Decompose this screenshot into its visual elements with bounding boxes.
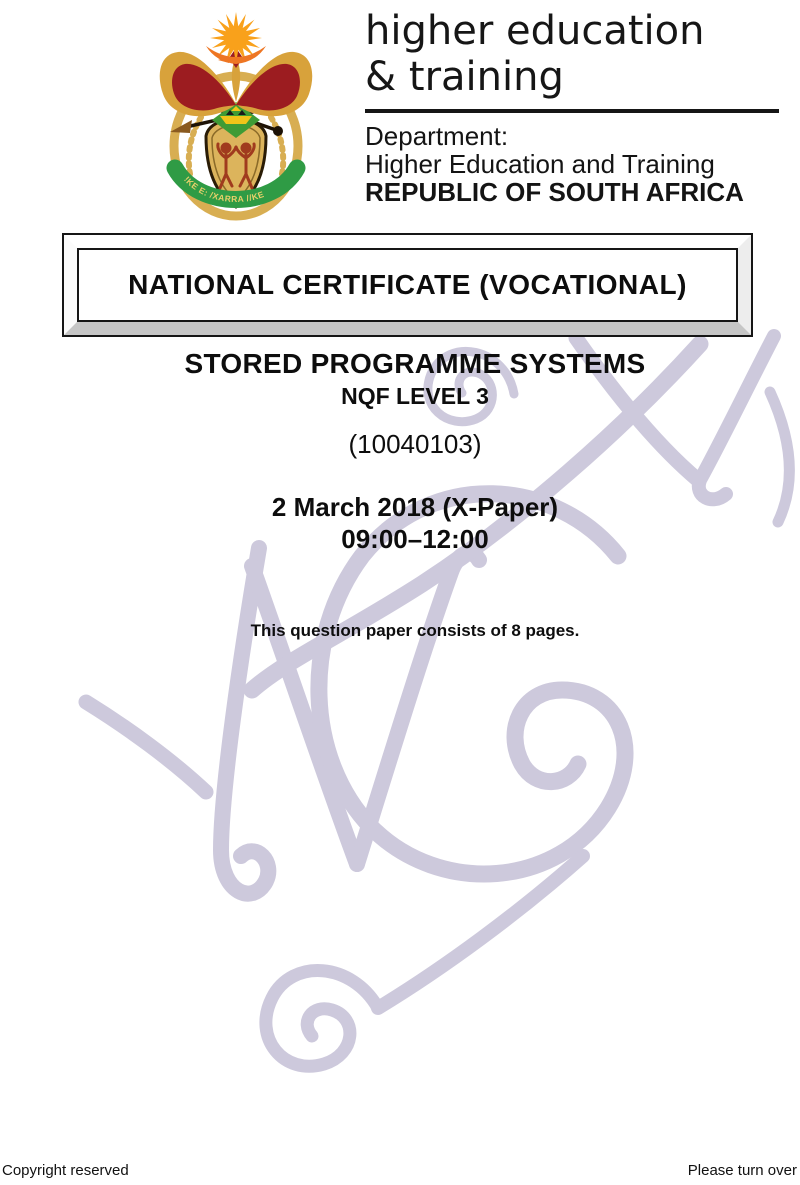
department-logo-block — [365, 8, 785, 206]
logotype-line1: higher education — [365, 8, 705, 54]
watermark-stroke — [266, 971, 378, 1067]
logo-divider — [365, 109, 779, 113]
certificate-title: NATIONAL CERTIFICATE (VOCATIONAL) — [128, 269, 687, 300]
certificate-banner-box — [62, 233, 753, 337]
watermark-stroke — [357, 553, 479, 864]
paper-code: (10040103) — [348, 429, 482, 459]
sun-icon — [206, 12, 266, 64]
department-name: Higher Education and Training — [365, 149, 715, 179]
logotype — [365, 8, 785, 100]
copyright-note: Copyright reserved — [2, 1162, 129, 1179]
session-date: 2 March 2018 (X-Paper) — [271, 492, 559, 522]
watermark-stroke — [86, 702, 206, 792]
department-label: Department: — [365, 121, 509, 151]
department-lines — [365, 122, 785, 206]
country-name: REPUBLIC OF SOUTH AFRICA — [365, 177, 744, 207]
pages-note: This question paper consists of 8 pages. — [250, 621, 580, 640]
motto-text: !KE E: /XARRA //KE — [182, 174, 266, 205]
banner-inner-frame — [77, 248, 738, 322]
turn-over-note: Please turn over — [687, 1162, 797, 1179]
nqf-level: NQF LEVEL 3 — [341, 383, 489, 409]
session-time: 09:00–12:00 — [341, 524, 489, 554]
subject-title: STORED PROGRAMME SYSTEMS — [184, 348, 646, 379]
coat-of-arms-icon — [150, 6, 322, 224]
logotype-line2: & training — [365, 54, 564, 100]
